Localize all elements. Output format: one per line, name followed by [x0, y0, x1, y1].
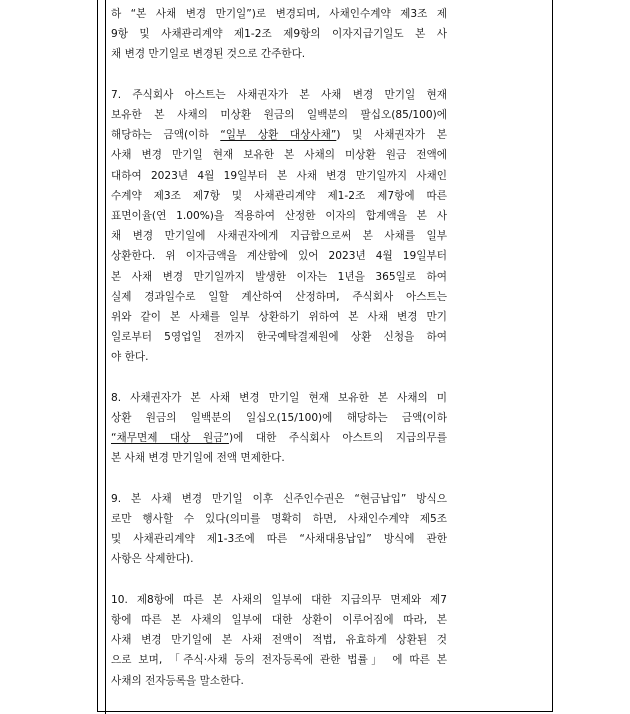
text-line: 채 변경 만기일로 변경된 것으로 간주한다.	[111, 48, 306, 61]
paragraph-7	[111, 85, 447, 368]
text-line: 사항은 삭제한다).	[111, 553, 194, 566]
text-line: 상환 원금의 일백분의 일십오(15/100)에 해당하는 금액(이하	[111, 412, 447, 425]
text-line: 9항 및 사채관리계약 제1-2조 제9항의 이자지급기일도 본 사	[111, 28, 447, 41]
text-line: 10. 제8항에 따른 본 사채의 일부에 대한 지급의무 면제와 제7	[111, 593, 447, 606]
defined-term: “채무면제 대상 원금”	[111, 432, 229, 445]
table-cell-content	[111, 4, 447, 691]
text-line: 및 사채관리계약 제1-3조에 따른 “사채대용납입” 방식에 관한	[111, 533, 447, 546]
text-line: 항에 따른 본 사채의 일부에 대한 상환이 이루어짐에 따라, 본	[111, 614, 447, 627]
defined-term: “일부 상환 대상사채”	[220, 129, 337, 142]
text-line: 해당하는 금액(이하 “일부 상환 대상사채”) 및 사채권자가 본	[111, 129, 447, 142]
text-line: “채무면제 대상 원금”)에 대한 주식회사 아스트의 지급의무를	[111, 432, 447, 445]
paragraph-10	[111, 590, 447, 691]
text-line: 본 사채 변경 만기일에 전액 면제한다.	[111, 452, 285, 465]
text-line: 수계약 제3조 제7항 및 사채관리계약 제1-2조 제7항에 따른	[111, 189, 447, 202]
text-line: 표면이율(연 1.00%)을 적용하여 산정한 이자의 합계액을 본 사	[111, 210, 447, 223]
paragraph-8	[111, 388, 447, 469]
text-line: 대하여 2023년 4월 19일부터 본 사채 변경 만기일까지 사채인	[111, 169, 447, 182]
text-line: 사채의 전자등록을 말소한다.	[111, 674, 244, 687]
text-line: 사채 변경 만기일에 본 사채 전액이 적법, 유효하게 상환된 것	[111, 634, 447, 647]
text-line: 야 한다.	[111, 351, 149, 364]
column-divider	[105, 0, 106, 714]
text-line: 보유한 본 사채의 미상환 원금의 일백분의 팔십오(85/100)에	[111, 109, 447, 121]
paragraph-6-continuation	[111, 4, 447, 65]
text-line: 본 사채 변경 만기일까지 발생한 이자는 1년을 365일로 하여	[111, 270, 447, 283]
text-line: 으로 보며, 「주식·사채 등의 전자등록에 관한 법률」 에 따른 본	[111, 654, 447, 667]
text-line: 채 변경 만기일에 사채권자에게 지급함으로써 본 사채를 일부	[111, 230, 447, 243]
text-line: 하 “본 사채 변경 만기일”)로 변경되며, 사채인수계약 제3조 제	[111, 8, 447, 20]
text-line: 7. 주식회사 아스트는 사채권자가 본 사채 변경 만기일 현재	[111, 88, 447, 101]
text-line: 일로부터 5영업일 전까지 한국예탁결제원에 상환 신청을 하여	[111, 331, 447, 344]
text-line: 실제 경과일수로 일할 계산하여 산정하며, 주식회사 아스트는	[111, 290, 447, 303]
text-line: 상환한다. 위 이자금액을 계산함에 있어 2023년 4월 19일부터	[111, 250, 447, 263]
paragraph-9	[111, 489, 447, 570]
text-line: 9. 본 사채 변경 만기일 이후 신주인수권은 “현금납입” 방식으	[111, 492, 447, 505]
text-line: 위와 같이 본 사채를 일부 상환하기 위하여 본 사채 변경 만기	[111, 311, 447, 324]
text-line: 8. 사채권자가 본 사채 변경 만기일 현재 보유한 본 사채의 미	[111, 391, 447, 404]
text-line: 로만 행사할 수 있다(의미를 명확히 하면, 사채인수계약 제5조	[111, 513, 447, 526]
text-line: 사채 변경 만기일 현재 보유한 본 사채의 미상환 원금 전액에	[111, 149, 447, 162]
